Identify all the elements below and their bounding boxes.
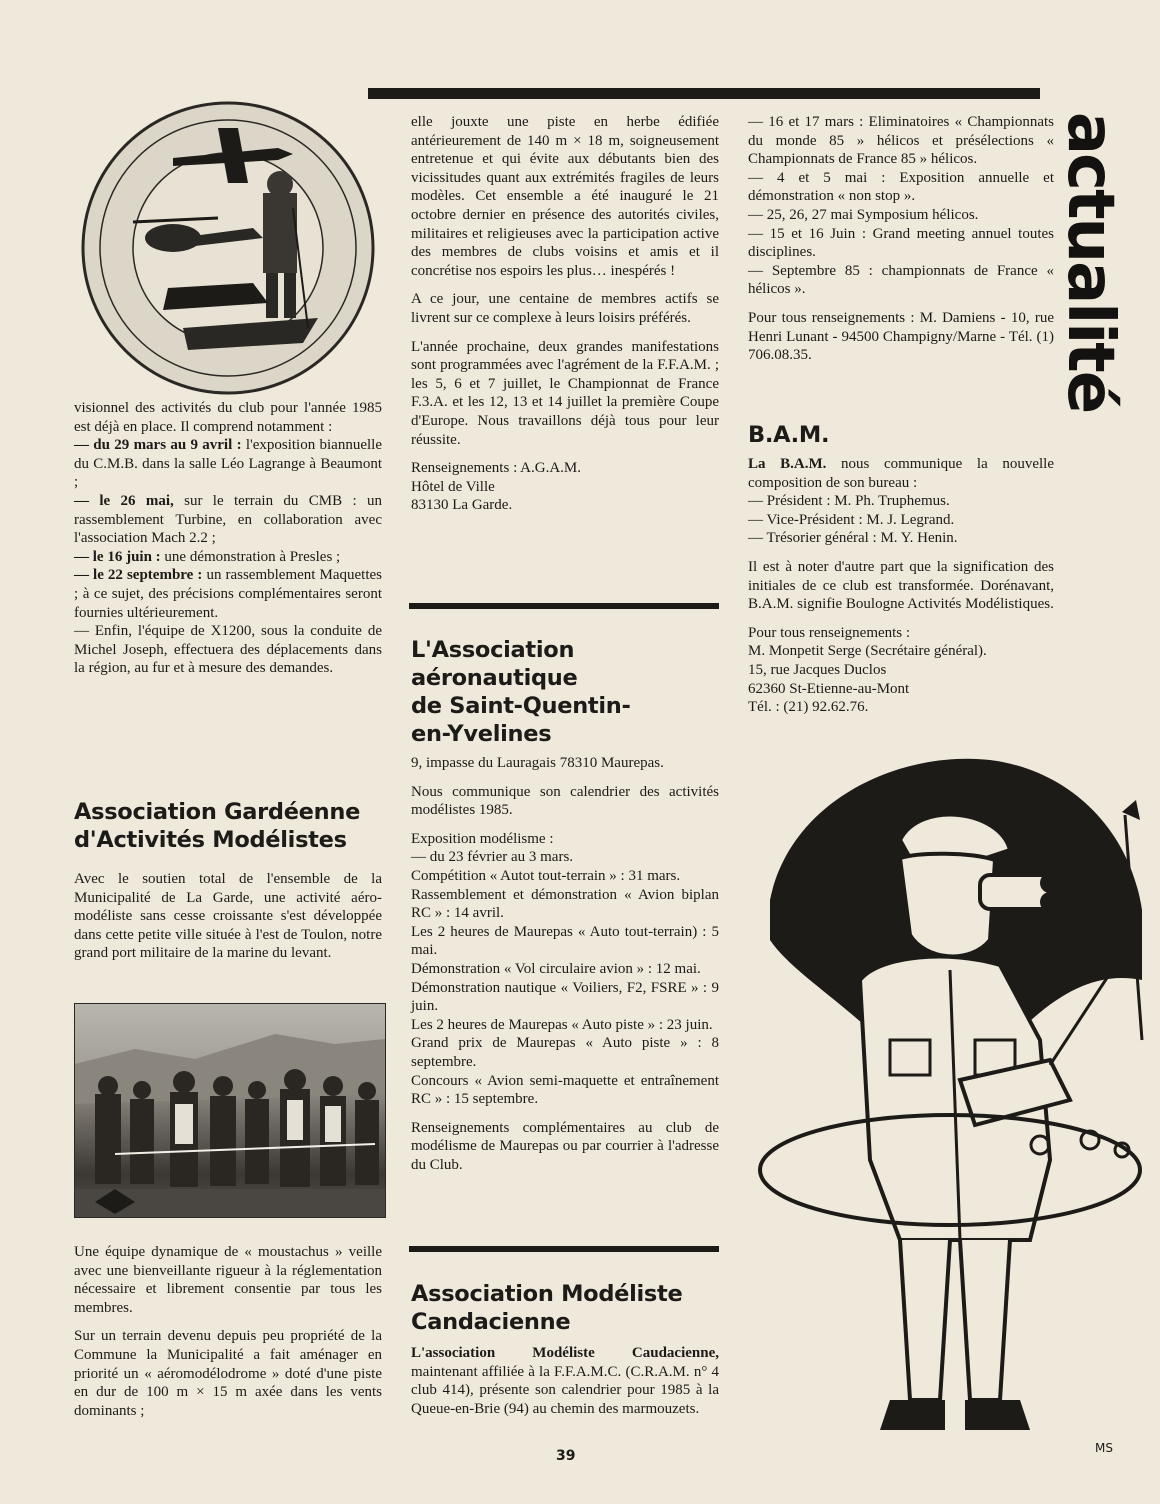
schedule-item: — 15 et 16 Juin : Grand meeting annuel toutes disciplines. — [748, 225, 1054, 261]
agam-continued — [74, 1243, 382, 1430]
bam-heading: B.A.M. — [748, 422, 830, 448]
schedule-item: Concours « Avion semi-maquette et entraînement RC » : 15 septembre. — [411, 1072, 719, 1108]
agam-paragraph: elle jouxte une piste en herbe édifiée antérieurement de 140 m × 18 m, soigneusement entretenue et qui évite aux débutants bien des vicissitudes quant aux extrémités fragiles de leurs modèles. Cet ensemble a été inauguré le 21 octobre dernier en présence des autorités civiles, militaires et religieuses avec la participation active des membres de clubs voisins et amis et il concrétise nos espoirs les plus… inespérés ! — [411, 114, 719, 279]
amc-contact: Pour tous renseignements : M. Damiens - 10, rue Henri Lunant - 94500 Champigny/Marne - Tél. (1) 706.08.35. — [748, 309, 1054, 364]
schedule-item: — du 23 février au 3 mars. — [411, 849, 574, 866]
amc-paragraph: L'association Modéliste Caudacienne, maintenant affiliée à la F.F.A.M.C. (C.R.A.M. n° 4 club 414), présente son calendrier pour 1985 à la Queue-en-Brie (94) au chemin des marmouzets. — [411, 1345, 719, 1417]
schedule-item: Démonstration nautique « Voiliers, F2, FSRE » : 9 juin. — [411, 979, 719, 1015]
schedule-item: Les 2 heures de Maurepas « Auto piste » : 23 juin. — [411, 1016, 713, 1033]
column-1 — [74, 399, 382, 688]
agam-paragraph: Une équipe dynamique de « moustachus » veille avec une bienveillante rigueur à la réglementation nécessaire et librement consentie par tous les membres. — [74, 1244, 382, 1316]
schedule-item: Rassemblement et démonstration « Avion biplan RC » : 14 avril. — [411, 886, 719, 922]
bam-note: Il est à noter d'autre part que la signification des initiales de ce club est transformée. Dorénavant, B.A.M. signifie Boulogne Activités Modélistiques. — [748, 558, 1054, 613]
amc-heading: Association Modéliste Candacienne — [411, 1281, 683, 1335]
page-number: 39 — [556, 1448, 576, 1464]
saint-quentin-address: 9, impasse du Lauragais 78310 Maurepas. — [411, 755, 664, 771]
board-member: — Vice-Président : M. J. Legrand. — [748, 511, 955, 528]
event-item: — le 26 mai, sur le terrain du CMB : un rassemblement Turbine, en collaboration avec l'association Mach 2.2 ; — [74, 492, 382, 547]
saint-quentin-heading: L'Association aéronautique de Saint-Quentin- en-Yvelines — [411, 637, 631, 747]
event-item: — du 29 mars au 9 avril : l'exposition biannuelle du C.M.B. dans la salle Léo Lagrange à Beaumont ; — [74, 437, 382, 491]
agam-section — [74, 798, 382, 973]
schedule-item: Compétition « Autot tout-terrain » : 31 mars. — [411, 867, 681, 884]
amc-schedule — [748, 113, 1054, 299]
amc-section — [411, 1280, 719, 1428]
event-item: — le 22 septembre : un rassemblement Maquettes ; à ce sujet, des précisions complémentaires seront fournies ultérieurement. — [74, 567, 382, 621]
bam-board — [748, 492, 1054, 548]
schedule-item: Démonstration « Vol circulaire avion » : 12 mai. — [411, 960, 701, 977]
schedule-item: Les 2 heures de Maurepas « Auto tout-terrain) : 5 mai. — [411, 923, 719, 959]
schedule-item: — Septembre 85 : championnats de France « hélicos ». — [748, 262, 1054, 298]
bam-contact: Pour tous renseignements : M. Monpetit Serge (Secrétaire général). 15, rue Jacques Duclos 62360 St-Etienne-au-Mont Tél. : (21) 92.62.76. — [748, 624, 987, 716]
agam-paragraph: Avec le soutien total de l'ensemble de la Municipalité de La Garde, une activité aéro-modéliste sans cesse croissante s'est développée dans cette petite ville située à l'est de Toulon, notre grand port militaire de la marine du levant. — [74, 871, 382, 962]
section-divider — [409, 1246, 719, 1252]
bam-intro: La B.A.M. nous communique la nouvelle composition de son bureau : — [748, 456, 1054, 491]
schedule-item: — 4 et 5 mai : Exposition annuelle et démonstration « non stop ». — [748, 169, 1054, 205]
club-logo-illustration — [78, 88, 388, 408]
cartoon-binoculars-illustration — [750, 740, 1150, 1460]
agam-paragraph: L'année prochaine, deux grandes manifestations sont programmées avec l'agrément de la F.F.A.M. ; les 5, 6 et 7 juillet, le Championnat de France F.3.A. et les 12, 13 et 14 juillet la première Coupe d'Europe. Nous travaillons déjà tous pour leur réussite. — [411, 338, 719, 448]
saint-quentin-schedule — [411, 830, 719, 1109]
event-item: — le 16 juin : une démonstration à Presles ; — [74, 548, 341, 565]
agam-heading: Association Gardéenne d'Activités Modélistes — [74, 799, 361, 853]
agam-paragraph: Sur un terrain devenu depuis peu propriété de la Commune la Municipalité a fait aménager en priorité un « aéromodélodrome » doté d'une piste en dur de 100 m × 15 m axée dans les vents dominants ; — [74, 1328, 382, 1419]
saint-quentin-closing: Renseignements complémentaires au club de modélisme de Maurepas ou par courrier à l'adresse du Club. — [411, 1119, 719, 1173]
closing-text: — Enfin, l'équipe de X1200, sous la conduite de Michel Joseph, effectuera des déplacements dans la région, au fur et à mesure des demandes. — [74, 623, 382, 677]
schedule-item: — 16 et 17 mars : Eliminatoires « Championnats du monde 85 » hélicos et présélections « Championnats de France 85 » hélicos. — [748, 114, 1054, 168]
board-member: — Trésorier général : M. Y. Henin. — [748, 530, 958, 547]
agam-paragraph: A ce jour, une centaine de membres actifs se livrent sur ce complexe à leurs loisirs préférés. — [411, 291, 719, 326]
top-rule — [368, 88, 1040, 99]
crowd-figures — [75, 1004, 385, 1217]
agam-contact: Renseignements : A.G.A.M. Hôtel de Ville 83130 La Garde. — [411, 460, 581, 514]
artist-signature: MS — [1095, 1441, 1113, 1455]
schedule-item: Grand prix de Maurepas « Auto piste » : 8 septembre. — [411, 1035, 719, 1070]
section-title: actualité — [1053, 111, 1127, 413]
schedule-item: Exposition modélisme : — [411, 830, 554, 847]
column-3 — [748, 113, 1054, 375]
schedule-item: — 25, 26, 27 mai Symposium hélicos. — [748, 206, 979, 223]
section-divider — [409, 603, 719, 609]
saint-quentin-intro: Nous communique son calendrier des activités modélistes 1985. — [411, 783, 719, 819]
column-2 — [411, 113, 719, 525]
club-intro-text: visionnel des activités du club pour l'année 1985 est déjà en place. Il comprend notamment : — [74, 400, 382, 435]
saint-quentin-section — [411, 636, 719, 1184]
bam-section — [748, 421, 1054, 727]
board-member: — Président : M. Ph. Truphemus. — [748, 493, 950, 510]
inauguration-photo — [74, 1003, 386, 1218]
